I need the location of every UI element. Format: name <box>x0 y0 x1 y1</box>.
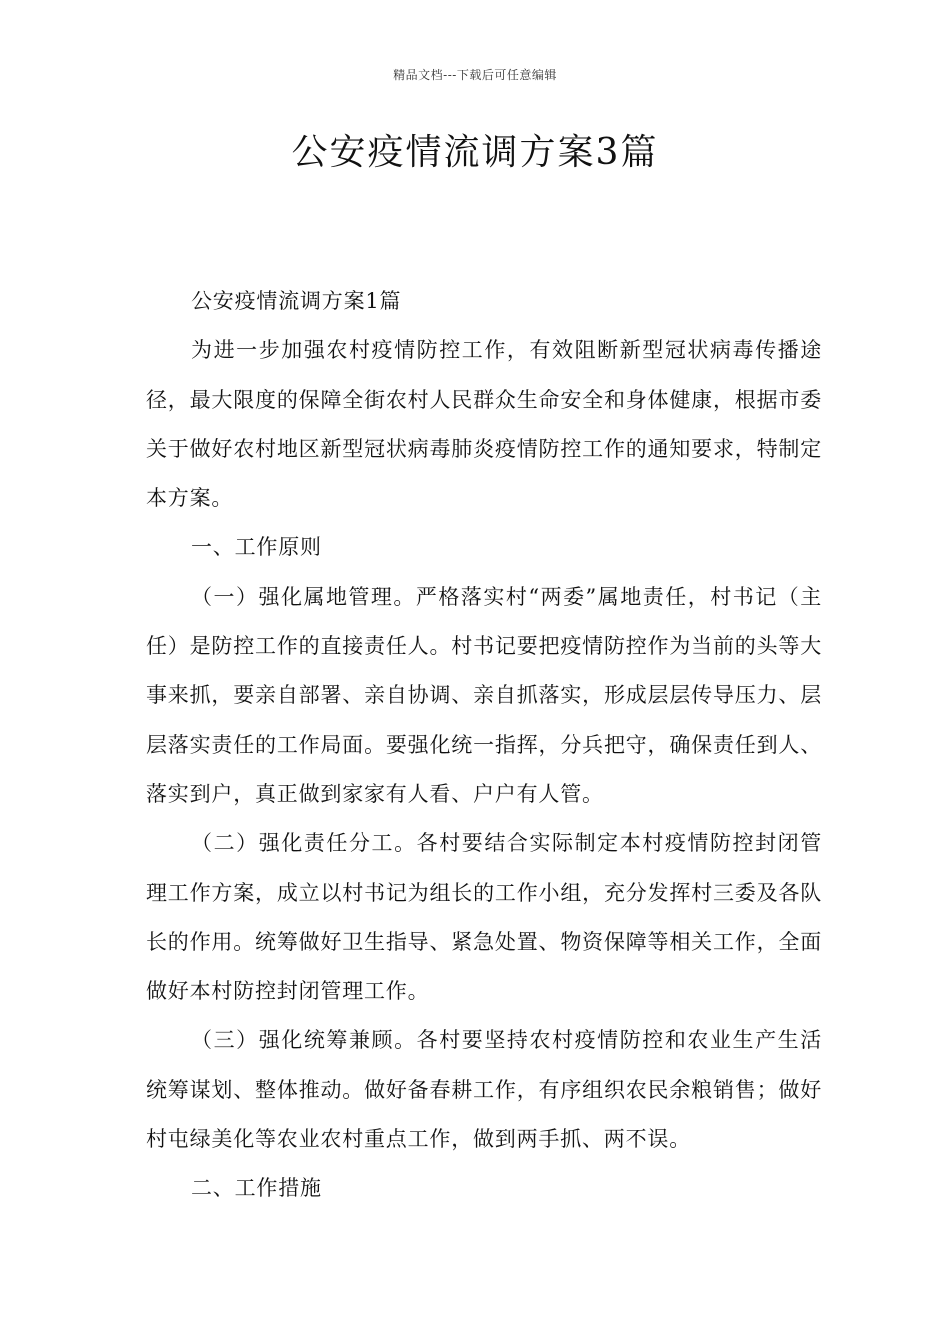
section-heading-plan-1: 公安疫情流调方案1篇 <box>191 289 402 313</box>
paragraph-principle-3: （三）强化统筹兼顾。各村要坚持农村疫情防控和农业生产生活统筹谋划、整体推动。做好备春耕工作，有序组织农民余粮销售；做好村屯绿美化等农业农村重点工作，做到两手抓、两不误。 <box>146 1028 822 1152</box>
section-heading-measures: 二、工作措施 <box>191 1176 322 1201</box>
paragraph-intro: 为进一步加强农村疫情防控工作，有效阻断新型冠状病毒传播途径，最大限度的保障全街农村人民群众生命安全和身体健康，根据市委关于做好农村地区新型冠状病毒肺炎疫情防控工作的通知要求，特制定本方案。 <box>146 338 822 511</box>
paragraph-principle-2: （二）强化责任分工。各村要结合实际制定本村疫情防控封闭管理工作方案，成立以村书记为组长的工作小组，充分发挥村三委及各队长的作用。统筹做好卫生指导、紧急处置、物资保障等相关工作，全面做好本村防控封闭管理工作。 <box>146 831 822 1004</box>
paragraph-principle-1: （一）强化属地管理。严格落实村“两委”属地责任，村书记（主任）是防控工作的直接责任人。村书记要把疫情防控作为当前的头等大事来抓，要亲自部署、亲自协调、亲自抓落实，形成层层传导压力、层层落实责任的工作局面。要强化统一指挥，分兵把守，确保责任到人、落实到户，真正做到家家有人看、户户有人管。 <box>146 584 822 806</box>
document-title: 公安疫情流调方案3篇 <box>291 132 659 173</box>
section-heading-principles: 一、工作原则 <box>191 535 322 560</box>
header-note: 精品文档---下载后可任意编辑 <box>393 68 557 82</box>
document-body <box>146 277 822 1214</box>
